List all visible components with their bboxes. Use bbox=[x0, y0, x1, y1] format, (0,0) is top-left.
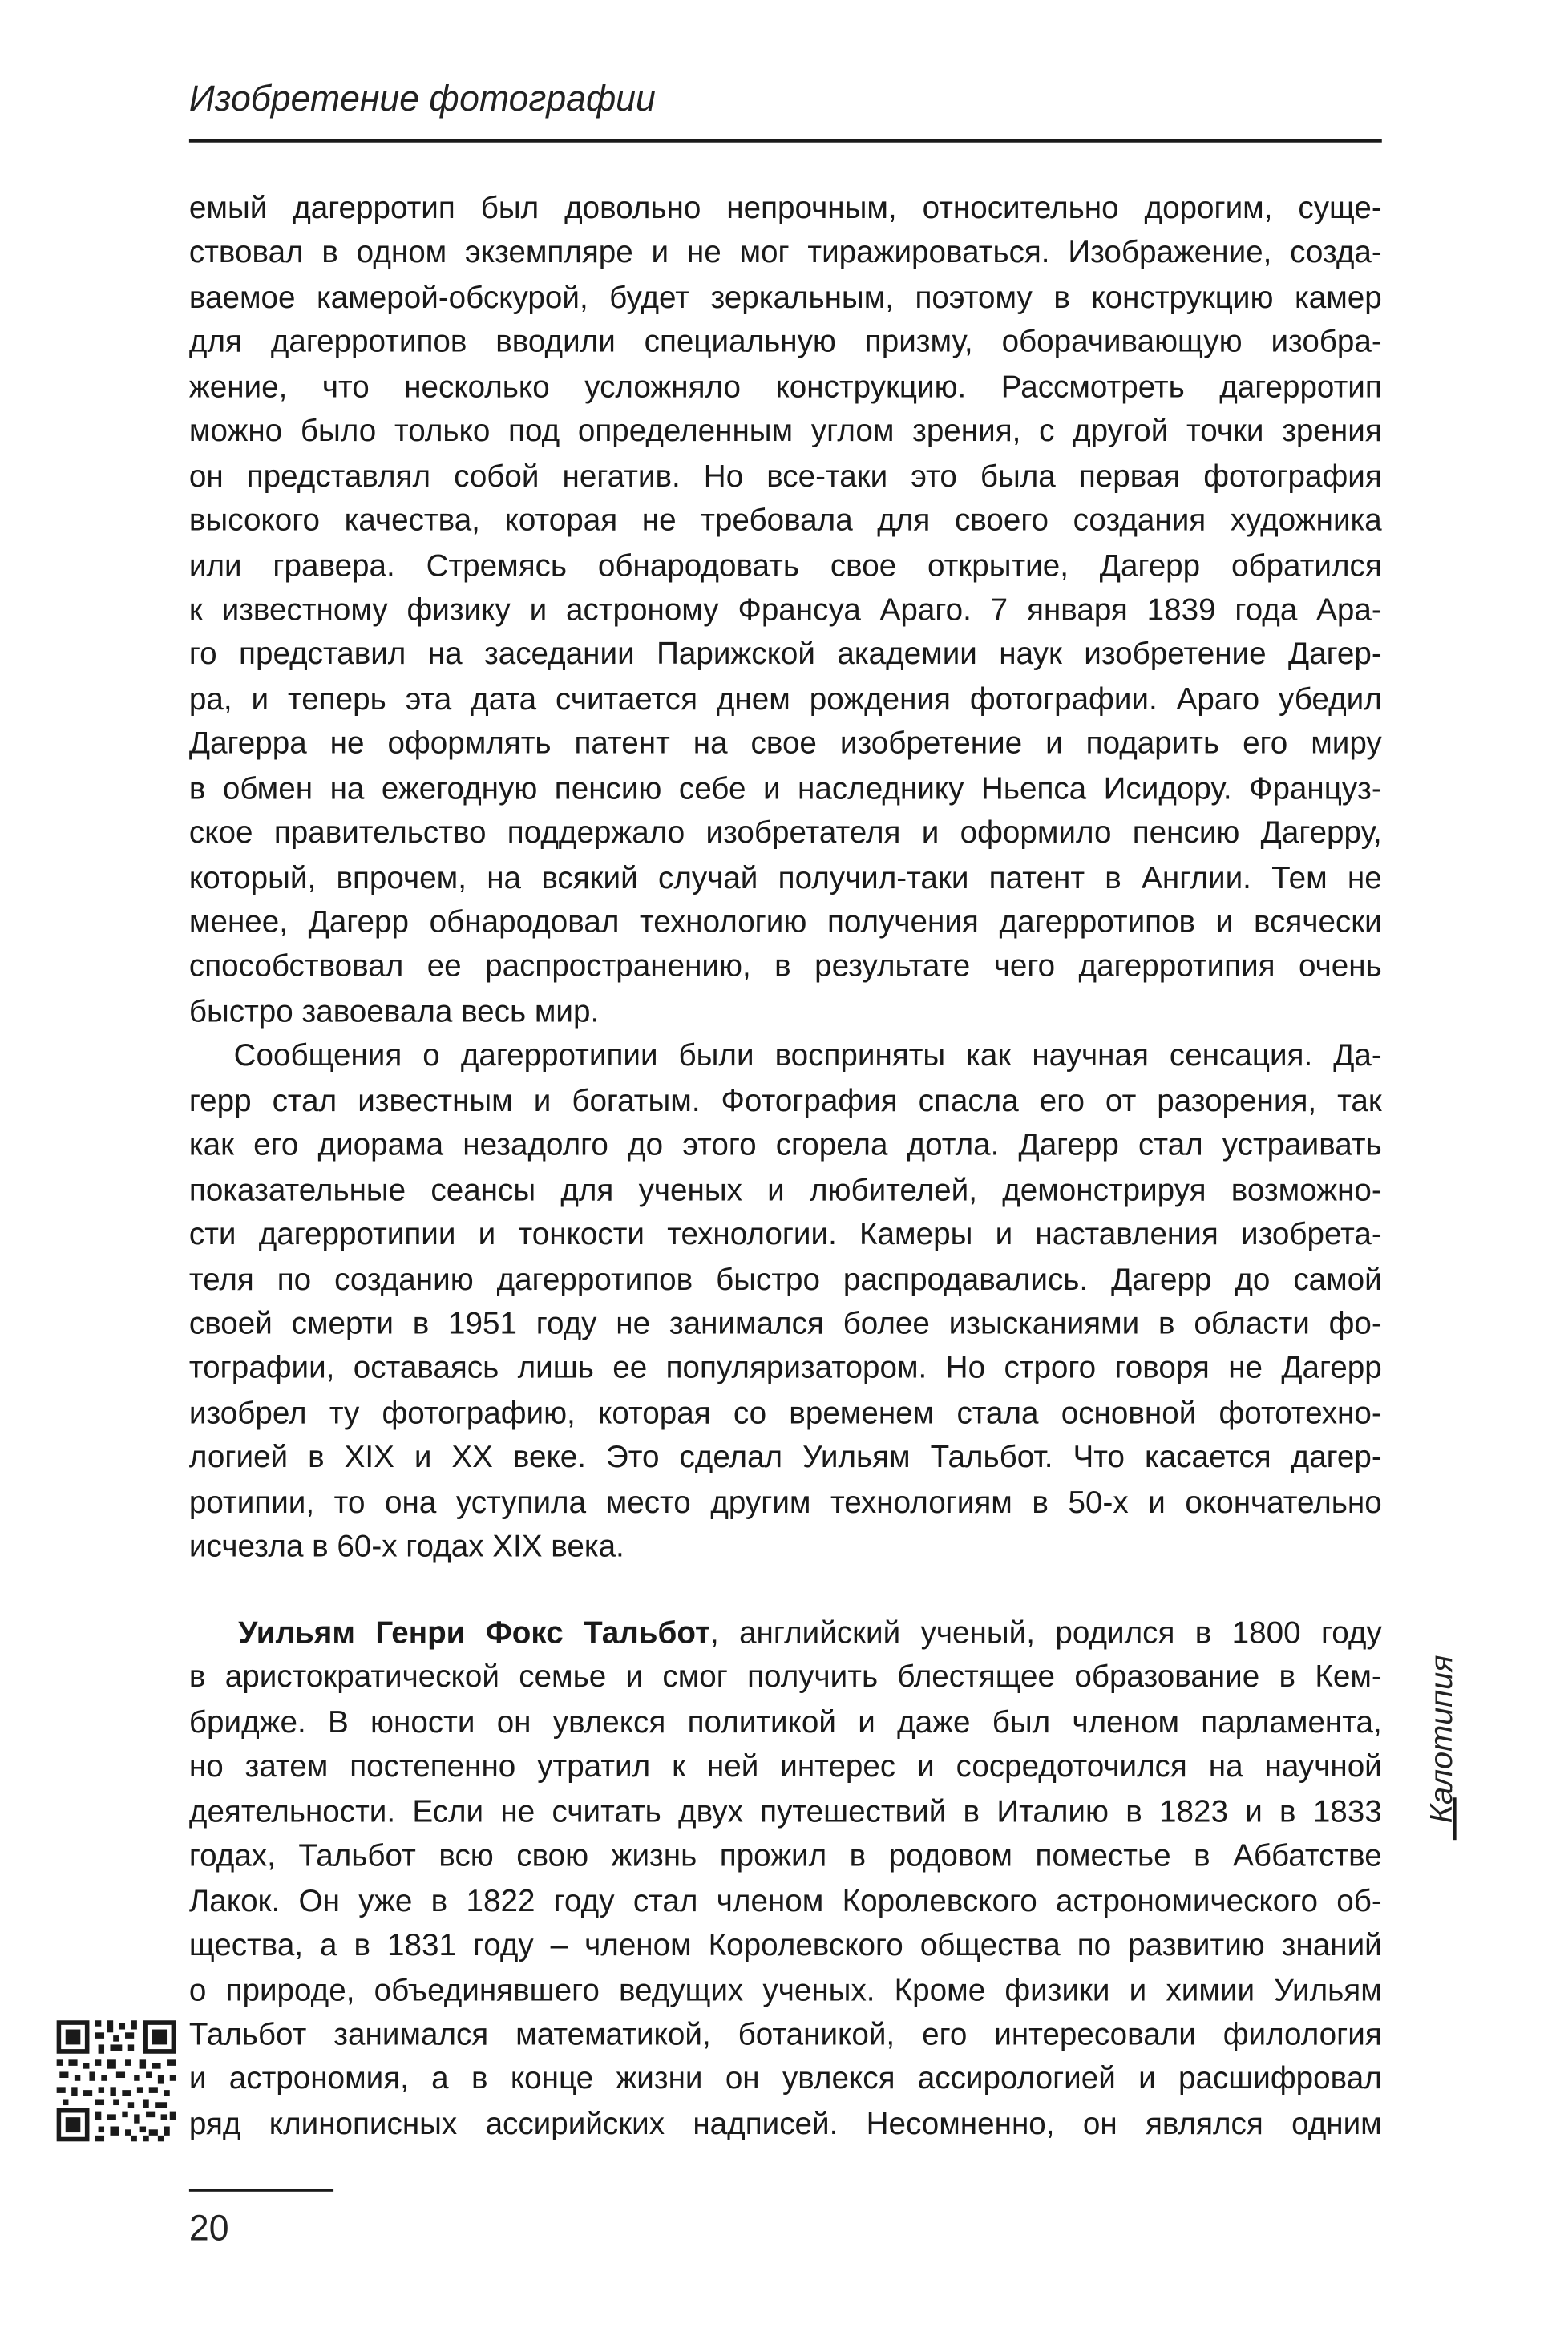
text-line: жение, что несколько усложняло конструкцию. Рассмотреть дагерротип bbox=[188, 369, 1382, 405]
text-line: герр стал известным и богатым. Фотография спасла его от разорения, так bbox=[188, 1083, 1382, 1118]
text-line: Сообщения о дагерротипии были восприняты как научная сенсация. Да- bbox=[233, 1038, 1382, 1074]
lead-line-rest: , английский ученый, родился в 1800 году bbox=[709, 1615, 1382, 1651]
text-line: но затем постепенно утратил к ней интерес и сосредоточился на научной bbox=[188, 1749, 1382, 1784]
header-rule bbox=[189, 139, 1382, 143]
text-line: Дагерра не оформлять патент на свое изобретение и подарить его миру bbox=[188, 726, 1382, 762]
text-line: тографии, оставаясь лишь ее популяризатором. Но строго говоря не Дагерр bbox=[188, 1351, 1382, 1386]
section-side-tab bbox=[1412, 1634, 1471, 1846]
text-line: высокого качества, которая не требовала для своего создания художника bbox=[188, 503, 1382, 539]
running-head-title: Изобретение фотографии bbox=[188, 79, 656, 120]
text-line: ряд клинописных ассирийских надписей. Несомненно, он являлся одним bbox=[188, 2106, 1382, 2142]
text-line: Лакок. Он уже в 1822 году стал членом Королевского астрономического об- bbox=[188, 1883, 1382, 1918]
text-line: Тальбот занимался математикой, ботаникой, его интересовали филология bbox=[188, 2017, 1382, 2052]
text-line: как его диорама незадолго до этого сгорела дотла. Дагерр стал устраивать bbox=[188, 1127, 1382, 1163]
text-line: ваемое камерой-обскурой, будет зеркальным, поэтому в конструкцию камер bbox=[188, 280, 1382, 316]
page-number: 20 bbox=[188, 2208, 229, 2249]
text-line: и астрономия, а в конце жизни он увлекся ассирологией и расшифровал bbox=[188, 2061, 1382, 2097]
text-line: для дагерротипов вводили специальную призму, оборачивающую изобра- bbox=[188, 325, 1382, 360]
text-line: ра, и теперь эта дата считается днем рождения фотографии. Араго убедил bbox=[188, 681, 1382, 717]
text-line: быстро завоевала весь мир. bbox=[188, 993, 600, 1029]
text-line: или гравера. Стремясь обнародовать свое открытие, Дагерр обратился bbox=[188, 548, 1382, 583]
text-line: исчезла в 60-х годах XIX века. bbox=[188, 1529, 624, 1565]
text-line: го представил на заседании Парижской академии наук изобретение Дагер- bbox=[188, 637, 1382, 673]
qr-code-icon[interactable] bbox=[57, 2020, 176, 2141]
text-line: деятельности. Если не считать двух путешествий в Италию в 1823 и в 1833 bbox=[188, 1793, 1382, 1829]
body-text-section-2 bbox=[189, 1611, 1382, 2147]
text-line: в обмен на ежегодную пенсию себе и наследнику Ньепса Исидору. Француз- bbox=[188, 770, 1382, 806]
text-line: сти дагерротипии и тонкости технологии. Камеры и наставления изобрета- bbox=[188, 1217, 1382, 1252]
text-line: к известному физику и астроному Франсуа Араго. 7 января 1839 года Ара- bbox=[188, 592, 1382, 628]
text-line-lead bbox=[189, 1611, 1382, 1656]
text-line: можно было только под определенным углом зрения, с другой точки зрения bbox=[188, 414, 1382, 449]
text-line: годах, Тальбот всю свою жизнь прожил в родовом поместье в Аббатстве bbox=[188, 1838, 1382, 1874]
text-line: щества, а в 1831 году – членом Королевского общества по развитию знаний bbox=[188, 1927, 1382, 1963]
text-line: в аристократической семье и смог получить блестящее образование в Кем- bbox=[188, 1660, 1382, 1695]
person-name-bold: Уильям Генри Фокс Тальбот bbox=[238, 1615, 710, 1651]
text-line: емый дагерротип был довольно непрочным, относительно дорогим, суще- bbox=[188, 191, 1382, 226]
text-line: который, впрочем, на всякий случай получил-таки патент в Англии. Тем не bbox=[188, 860, 1382, 895]
text-line: о природе, объединявшего ведущих ученых. Кроме физики и химии Уильям bbox=[188, 1972, 1382, 2008]
text-line: ствовал в одном экземпляре и не мог тиражироваться. Изображение, созда- bbox=[188, 235, 1382, 271]
side-tab-bar bbox=[1453, 1797, 1457, 1840]
text-line: теля по созданию дагерротипов быстро распродавались. Дагерр до самой bbox=[188, 1261, 1382, 1297]
text-line: он представлял собой негатив. Но все-таки это была первая фотография bbox=[188, 459, 1382, 494]
section-side-label: Калотипия bbox=[1425, 1655, 1460, 1824]
text-line: менее, Дагерр обнародовал технологию получения дагерротипов и всячески bbox=[188, 904, 1382, 940]
text-line: изобрел ту фотографию, которая со временем стала основной фототехно- bbox=[188, 1395, 1382, 1431]
body-text-section-1 bbox=[189, 187, 1382, 1570]
text-line: ротипии, то она уступила место другим технологиям в 50-х и окончательно bbox=[188, 1485, 1382, 1520]
text-line: способствовал ее распространению, в результате чего дагерротипия очень bbox=[188, 949, 1382, 984]
text-line: показательные сеансы для ученых и любителей, демонстрируя возможно- bbox=[188, 1172, 1382, 1208]
footer-rule bbox=[189, 2189, 333, 2192]
text-line: логией в XIX и XX веке. Это сделал Уильям Тальбот. Что касается дагер- bbox=[188, 1440, 1382, 1476]
text-line: ское правительство поддержало изобретателя и оформило пенсию Дагерру, bbox=[188, 815, 1382, 851]
text-line: бридже. В юности он увлекся политикой и даже был членом парламента, bbox=[188, 1704, 1382, 1740]
text-line: своей смерти в 1951 году не занимался более изысканиями в области фо- bbox=[188, 1306, 1382, 1342]
